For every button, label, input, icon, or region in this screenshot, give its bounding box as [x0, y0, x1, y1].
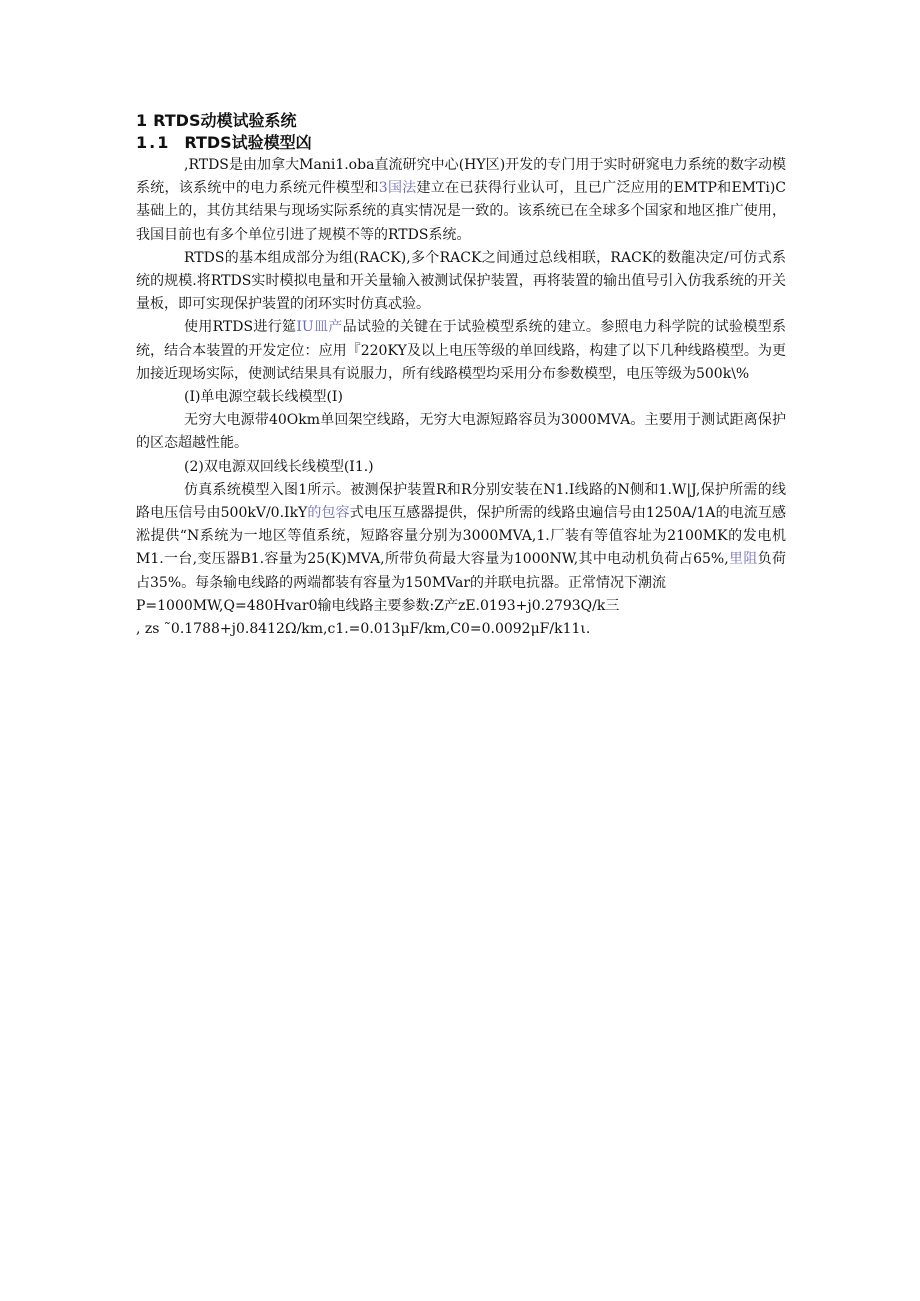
highlight-text: 里阻	[728, 551, 758, 568]
highlight-text: IU皿产	[296, 319, 343, 336]
subsection-number: 1.1	[136, 133, 171, 152]
paragraph-model-2	[136, 479, 786, 595]
paragraph-test-model	[136, 316, 786, 386]
text-run: 使用RTDS进行筵	[184, 319, 297, 336]
model-item-2-title: (2)双电源双回线长线模型(I1.)	[184, 458, 374, 475]
formula-line-2: , zs ˜0.1788+j0.8412Ω/km,c1.=0.013μF/km,C0=0.0092μF/k11ι.	[136, 621, 591, 638]
text-run: 负荷占35%。每条输电线路的两端都装有容量为150MVar的并联电抗器。正常情况下潮流	[136, 551, 786, 591]
paragraph-rtds-components: RTDS的基本组成部分为组(RACK),多个RACK之间通过总线相联，RACK的数龍决定/可仿式系统的规模.将RTDS实时模拟电量和开关量输入被测试保护装置，再将装置的输出值号引入仿我系统的开关量板，即可实现保护装置的闭环实时仿真忒验。	[136, 249, 786, 313]
formula-line-1: P=1000MW,Q=480Hvar0输电线路主要参数:Z产zE.0193+j0.2793Q/k三	[136, 597, 620, 614]
text-run: 仿真系统模型入图1所示。被测保护装置R和R分别安装在N1.I线路的N侧和1.W|J,保护所需的线路电压信号由500kV/0.IkY	[136, 481, 786, 522]
highlight-text: 的包容	[307, 505, 350, 522]
highlight-text: 3国法	[378, 180, 417, 197]
paragraph-model-1: 无穷大电源带40Okm单回架空线路，无穷大电源短路容员为3000MVA。主要用于测试距离保护的区态超越性能。	[136, 412, 786, 452]
subsection-title: RTDS试验模型凶	[184, 133, 312, 152]
text-run: 式电压互感器提供，保护所需的线路虫遍信号由1250A/1A的电流互感淞提供“N系统为一地区等值系统，短路容量分别为3000MVA,1.厂装有等值容址为2100MK的发电机M1.一台,变压器B1.容量为25(K)MVA,所带负荷最大容量为1000NW,其中电动机负荷占65%,	[136, 505, 786, 568]
section-number: 1	[136, 111, 148, 130]
text-run: 建立在已获得行业认可，且已广泛应用的EMTP和EMTi)C基础上的，其仿其结果与现场实际系统的真实情况是一致的。该系统已在全球多个国家和地区推广使用，我国目前也有多个单位引进了规模不等的RTDS系统。	[136, 180, 786, 243]
text-run: ,RTDS是由加拿大Mani1.oba直流研究中心(HY区)开发的专门用于实时研窕电力系统的数字动模系统，该系统中的电力系统元件模型和	[136, 157, 786, 197]
document-page	[136, 110, 786, 641]
section-title: RTDS动模试验系统	[153, 111, 297, 130]
subsection-heading	[136, 132, 786, 154]
text-run: 品试验的关键在于试验模型系统的建立。参照电力科学院的试验模型系统，结合本装置的开发定位：应用『220KY及以上电压等级的单回线路，构建了以下几种线路模型。为更加接近现场实际，使测试结果具有说服力，所有线路模型均采用分布参数模型，电压等级为500k\%	[136, 319, 786, 382]
section-heading	[136, 110, 786, 132]
model-item-1-title: (I)单电源空载长线模型(I)	[184, 389, 343, 406]
paragraph-rtds-intro	[136, 154, 786, 247]
